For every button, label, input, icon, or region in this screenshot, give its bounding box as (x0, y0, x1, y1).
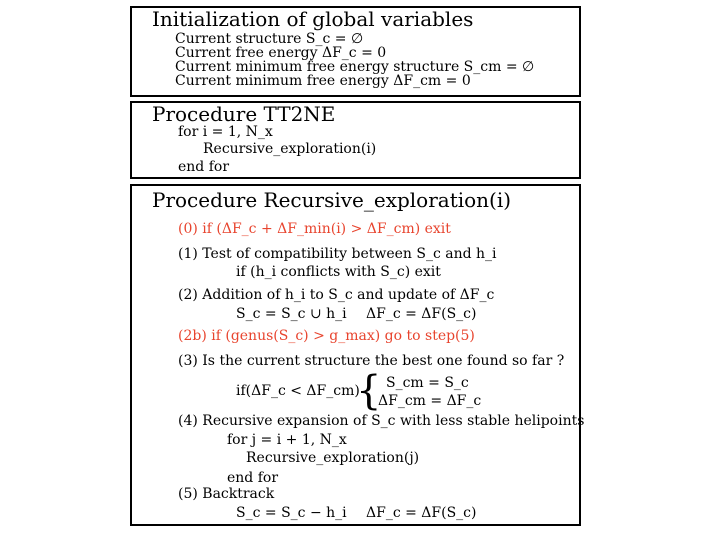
step-5-eq-1: S_c = S_c − h_i (236, 505, 347, 521)
step-3-eq-1: S_cm = S_c (386, 375, 469, 391)
step-4-for: for j = i + 1, N_x (227, 432, 347, 448)
step-4-endfor: end for (227, 470, 279, 486)
step-4-call: Recursive_exploration(j) (246, 450, 420, 466)
step-4: (4) Recursive expansion of S_c with less stable helipoints (178, 413, 585, 429)
step-1: (1) Test of compatibility between S_c and h_i (178, 246, 497, 262)
recursive-title: Procedure Recursive_exploration(i) (152, 188, 512, 212)
tt2ne-call: Recursive_exploration(i) (203, 141, 377, 157)
step-2-eq-1: S_c = S_c ∪ h_i (236, 306, 347, 322)
step-5: (5) Backtrack (178, 486, 275, 502)
init-title: Initialization of global variables (152, 7, 474, 31)
step-0: (0) if (ΔF_c + ΔF_min(i) > ΔF_cm) exit (178, 221, 451, 237)
init-line-1: Current structure S_c = ∅ (175, 31, 364, 47)
init-line-3: Current minimum free energy structure S_cm = ∅ (175, 59, 535, 75)
tt2ne-title: Procedure TT2NE (152, 102, 336, 126)
tt2ne-for: for i = 1, N_x (178, 124, 273, 140)
brace-icon: { (356, 368, 382, 414)
step-3-condition: if(ΔF_c < ΔF_cm) (236, 383, 360, 399)
init-line-2: Current free energy ΔF_c = 0 (175, 45, 387, 61)
init-line-4: Current minimum free energy ΔF_cm = 0 (175, 73, 471, 89)
step-3-eq-2: ΔF_cm = ΔF_c (378, 393, 482, 409)
step-1-sub: if (h_i conflicts with S_c) exit (236, 264, 441, 280)
step-2b: (2b) if (genus(S_c) > g_max) go to step(5) (178, 328, 475, 344)
step-2: (2) Addition of h_i to S_c and update of ΔF_c (178, 287, 495, 303)
step-2-eq-2: ΔF_c = ΔF(S_c) (366, 306, 477, 322)
tt2ne-endfor: end for (178, 159, 230, 175)
step-3: (3) Is the current structure the best one found so far ? (178, 353, 565, 369)
step-5-eq-2: ΔF_c = ΔF(S_c) (366, 505, 477, 521)
